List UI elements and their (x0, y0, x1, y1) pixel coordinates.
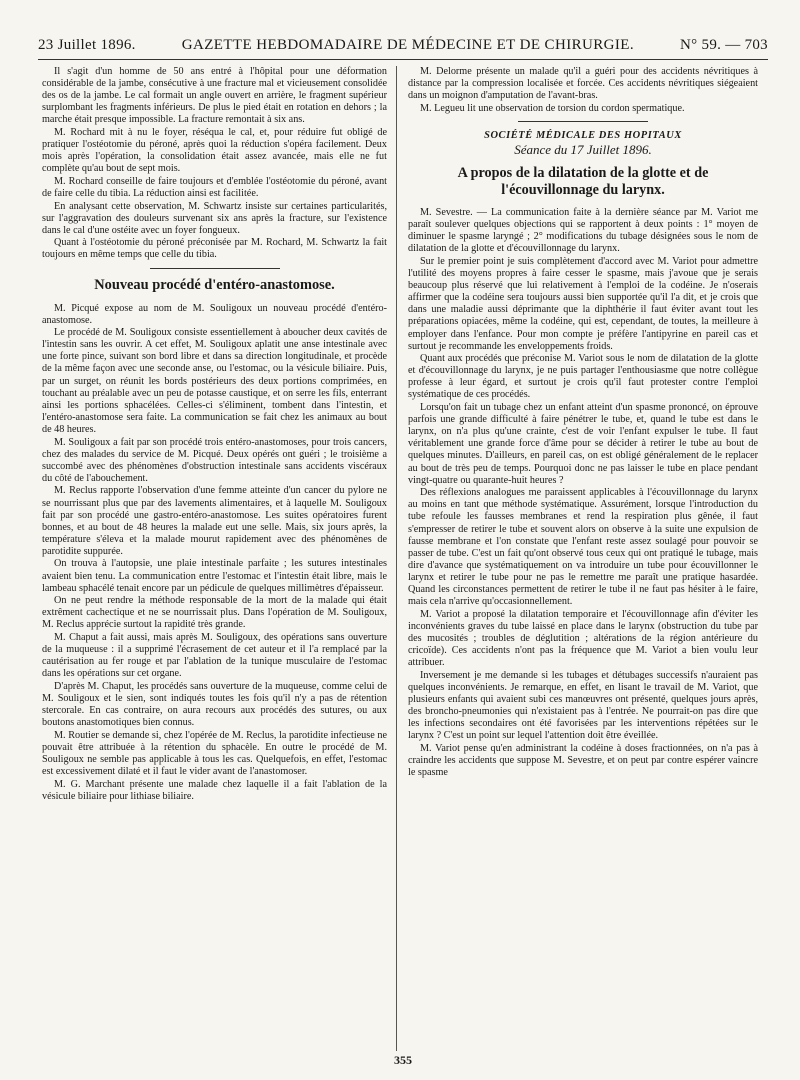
section-separator (518, 121, 648, 122)
paragraph: M. Souligoux a fait par son procédé trois entéro-anastomoses, pour trois cancers, chez des malades du service de M. Picqué. Deux opérés ont guéri ; le troisième a succombé avec des phénomènes d'obstruction intestinale sans accidents viscéraux du côté de l'abouchement. (42, 436, 387, 484)
journal-page (38, 0, 768, 1080)
society-heading: SOCIÉTÉ MÉDICALE DES HOPITAUX (484, 129, 682, 141)
paragraph: On ne peut rendre la méthode responsable de la mort de la malade qui était extrêment cachectique et ne se nourrissait plus. Dans l'opération de M. Souligoux, M. Reclus apprécie surtout la rapidité très grande. (42, 595, 387, 631)
paragraph: Il s'agit d'un homme de 50 ans entré à l'hôpital pour une déformation considérable de la jambe, consécutive à une fracture mal et vicieusement consolidée des os de la jambe. Le cal formait un angle ouvert en arrière, le fragment supérieur surplombant les fragments inférieurs. De plus le pied était en rotation en dehors ; la marche était presque impossible. La fracture remontait à six ans. (42, 66, 387, 126)
section-separator (150, 268, 280, 269)
paragraph: Le procédé de M. Souligoux consiste essentiellement à aboucher deux cavités de l'intestin sans les ouvrir. A cet effet, M. Souligoux aplatit une anse intestinale avec une forte pince, suivant son bord libre et dans sa direction longitudinale, et procède de la même façon avec une seconde anse, ou l'estomac, ou la vésicule biliaire. Puis, par un surget, on réunit les bords postérieurs des deux portions comprimées, en touchant au préalable avec un peu de potasse caustique, et on serre les fils, enterrant ainsi les portions sphacélées. Celles-ci s'éliminent, tombent dans l'intestin, et l'entéro-anastomose sera faite. La communication se fait chez les animaux au bout de 48 heures. (42, 327, 387, 435)
session-date: Séance du 17 Juillet 1896. (514, 141, 652, 157)
paragraph: D'après M. Chaput, les procédés sans ouverture de la muqueuse, comme celui de M. Souligoux et le sien, sont indiqués toutes les fois qu'il n'y a pas de rétention stercorale. En cas contraire, on aura recours aux procédés des sutures, ou aux boutons anastomotiques bien connus. (42, 680, 387, 729)
paragraph: M. Delorme présente un malade qu'il a guéri pour des accidents névritiques à distance par la compression localisée et forcée. Ces accidents névritiques siégeaient dans un moignon d'amputation de l'avant-bras. (408, 66, 758, 102)
paragraph: M. Picqué expose au nom de M. Souligoux un nouveau procédé d'entéro-anastomose. (42, 302, 387, 326)
header-rule (38, 59, 768, 60)
header-issue-number: N° 59. — 703 (680, 36, 768, 53)
right-column (408, 66, 758, 1051)
header-journal-title: GAZETTE HEBDOMADAIRE DE MÉDECINE ET DE CHIRURGIE. (181, 36, 634, 53)
paragraph: Quant à l'ostéotomie du péroné préconisée par M. Rochard, M. Schwartz la fait toujours en même temps que celle du tibia. (42, 237, 387, 261)
header-date: 23 Juillet 1896. (38, 36, 136, 53)
paragraph: Lorsqu'on fait un tubage chez un enfant atteint d'un spasme prononcé, on éprouve parfois une grande difficulté à faire pénétrer le tube, et, quand le tube est dans le larynx, on n'a plus qu'une crainte, c'est de voir l'enfant expulser le tube. Il faut véritablement une grande force d'âme pour se décider à retirer le tube au bout de quelques minutes. D'ailleurs, en pareil cas, on est obligé généralement de le replacer au bout de très peu de temps. Pourquoi donc ne pas laisser le tube en place pendant vingt-quatre ou quarante-huit heures ? (408, 402, 758, 486)
paragraph: M. Variot pense qu'en administrant la codéine à doses fractionnées, on n'a pas à craindre les accidents que suppose M. Sevestre, et on peut par contre espérer vaincre le spasme (408, 742, 758, 778)
paragraph: On trouva à l'autopsie, une plaie intestinale parfaite ; les sutures intestinales avaient bien tenu. La communication entre l'estomac et l'intestin était libre, mais le lambeau sphacélé tenait encore par un pédicule de quelques millimètres d'épaisseur. (42, 558, 387, 594)
paragraph: Quant aux procédés que préconise M. Variot sous le nom de dilatation de la glotte et d'écouvillonnage du larynx, je ne puis partager l'enthousiasme que notre collègue professe à leur égard, et surtout je crois qu'il faut protester contre l'emploi systématique de ces procédés. (408, 353, 758, 401)
paragraph: M. Legueu lit une observation de torsion du cordon spermatique. (420, 102, 685, 114)
column-divider (396, 66, 397, 1051)
paragraph: M. Rochard conseille de faire toujours et d'emblée l'ostéotomie du péroné, avant de faire celle du tibia. La réduction ainsi est facilitée. (42, 175, 387, 199)
paragraph: En analysant cette observation, M. Schwartz insiste sur certaines particularités, sur l'aggravation des douleurs survenant six ans après la fracture, sur l'existence dans le cal d'une ostéite avec un foyer fongueux. (42, 200, 387, 236)
page-number: 355 (394, 1053, 412, 1067)
paragraph: M. Sevestre. — La communication faite à la dernière séance par M. Variot me paraît soulever quelques objections qui se rapportent à deux points : 1° moyen de diminuer le spasme laryngé ; 2° modifications du tubage désignées sous le nom de dilatation de la glotte et d'écouvillonnage du larynx. (408, 207, 758, 255)
paragraph: Des réflexions analogues me paraissent applicables à l'écouvillonnage du larynx au moins en tant que méthode systématique. Assurément, lorsque l'introduction du tube refoule les fausses membranes et rend la respiration plus gênée, il faut s'empresser de retirer le tube et souvent alors on observe à la suite une expulsion de fausse membrane et l'on constate que l'enfant reste assez soulagé pour pouvoir se passer de tube. C'est un fait qu'ont observé tous ceux qui ont pratiqué le tubage, mais dire d'avance que systématiquement on va introduire un tube pour écouvillonner le larynx et retirer le tube pour ne pas le remettre me paraît une pratique hasardée. Quand les circonstances permettent de retirer le tube il ne faut pas hésiter à le faire, mais cela n'arrive qu'occasionnellement. (408, 487, 758, 608)
paragraph: M. G. Marchant présente une malade chez laquelle il a fait l'ablation de la vésicule biliaire pour lithiase biliaire. (42, 778, 387, 802)
left-column (42, 66, 387, 1051)
paragraph: M. Chaput a fait aussi, mais après M. Souligoux, des opérations sans ouverture de la muqueuse : il a supprimé l'écrasement de cet auteur et il l'a remplacé par la cautérisation au fer rouge et par l'ablation de la tunique musculaire de l'estomac dans les opérations sur cet organe. (42, 632, 387, 680)
running-header (38, 34, 768, 56)
paragraph: M. Reclus rapporte l'observation d'une femme atteinte d'un cancer du pylore ne se nourrissant plus que par des lavements alimentaires, et à laquelle M. Souligoux fait par son procédé une gastro-entéro-anastomose. Les suites opératoires furent bonnes, et au bout de 48 heures la malade eut une selle. Mais, six jours après, la température s'éleva et la malade mourut rapidement avec des phénomènes de parotidite suppurée. (42, 485, 387, 557)
paragraph: M. Rochard mit à nu le foyer, réséqua le cal, et, pour réduire fut obligé de pratiquer l'ostéotomie du péroné, après quoi la réduction s'opéra facilement. Deux mois après l'opération, la consolidation était assez avancée, mais elle ne fut complète qu'au bout de sept mois. (42, 126, 387, 175)
paragraph: M. Routier se demande si, chez l'opérée de M. Reclus, la parotidite infectieuse ne pouvait être attribuée à la rétention du sphacèle. En outre le procédé de M. Souligoux ne semble pas applicable à tous les cas. Quelquefois, en effet, l'estomac est excessivement dilaté et il faut le vider avant de l'anastomoser. (42, 729, 387, 778)
paragraph: M. Variot a proposé la dilatation temporaire et l'écouvillonnage afin d'éviter les inconvénients graves du tube laissé en place dans le larynx (obstruction du tube par des mucosités ; troubles de déglutition ; altérations de la région antérieure du cricoïde). Ces accidents n'ont pas la fréquence que M. Variot a bien voulu leur attribuer. (408, 608, 758, 669)
section-title: Nouveau procédé d'entéro-anastomose. (94, 276, 335, 293)
paragraph: Sur le premier point je suis complètement d'accord avec M. Variot pour admettre l'utilité des moyens propres à faire cesser le spasme, mais j'avoue que je serais beaucoup plus réservé que lui relativement à l'emploi de la codéine. Je n'oserais affirmer que la codéine sera toujours aussi bien supportée qu'il l'a dit, et je crois que dans une maladie aussi déprimante que la diphthérie il faut éviter avant tout les préparations opiacées, même la codéine, qui est, cependant, de toutes, la meilleure à employer dans l'enfance. Pour mon compte je préfère l'antipyrine en pareil cas et surtout je recommande les enveloppements froids. (408, 255, 758, 352)
paragraph: Inversement je me demande si les tubages et détubages successifs n'auraient pas quelques inconvénients. Je remarque, en effet, en lisant le travail de M. Variot, que plusieurs enfants qui avaient subi ces manœuvres ont présenté, quelques jours après, des broncho-pneumonies qui n'existaient pas à l'entrée. Ne pourrait-on pas dire que les infections secondaires ont été favorisées par les interventions répétées sur le larynx ? C'est un point sur lequel l'attention doit être éveillée. (408, 669, 758, 742)
article-title: A propos de la dilatation de la glotte et de l'écouvillonnage du larynx. (457, 165, 709, 199)
